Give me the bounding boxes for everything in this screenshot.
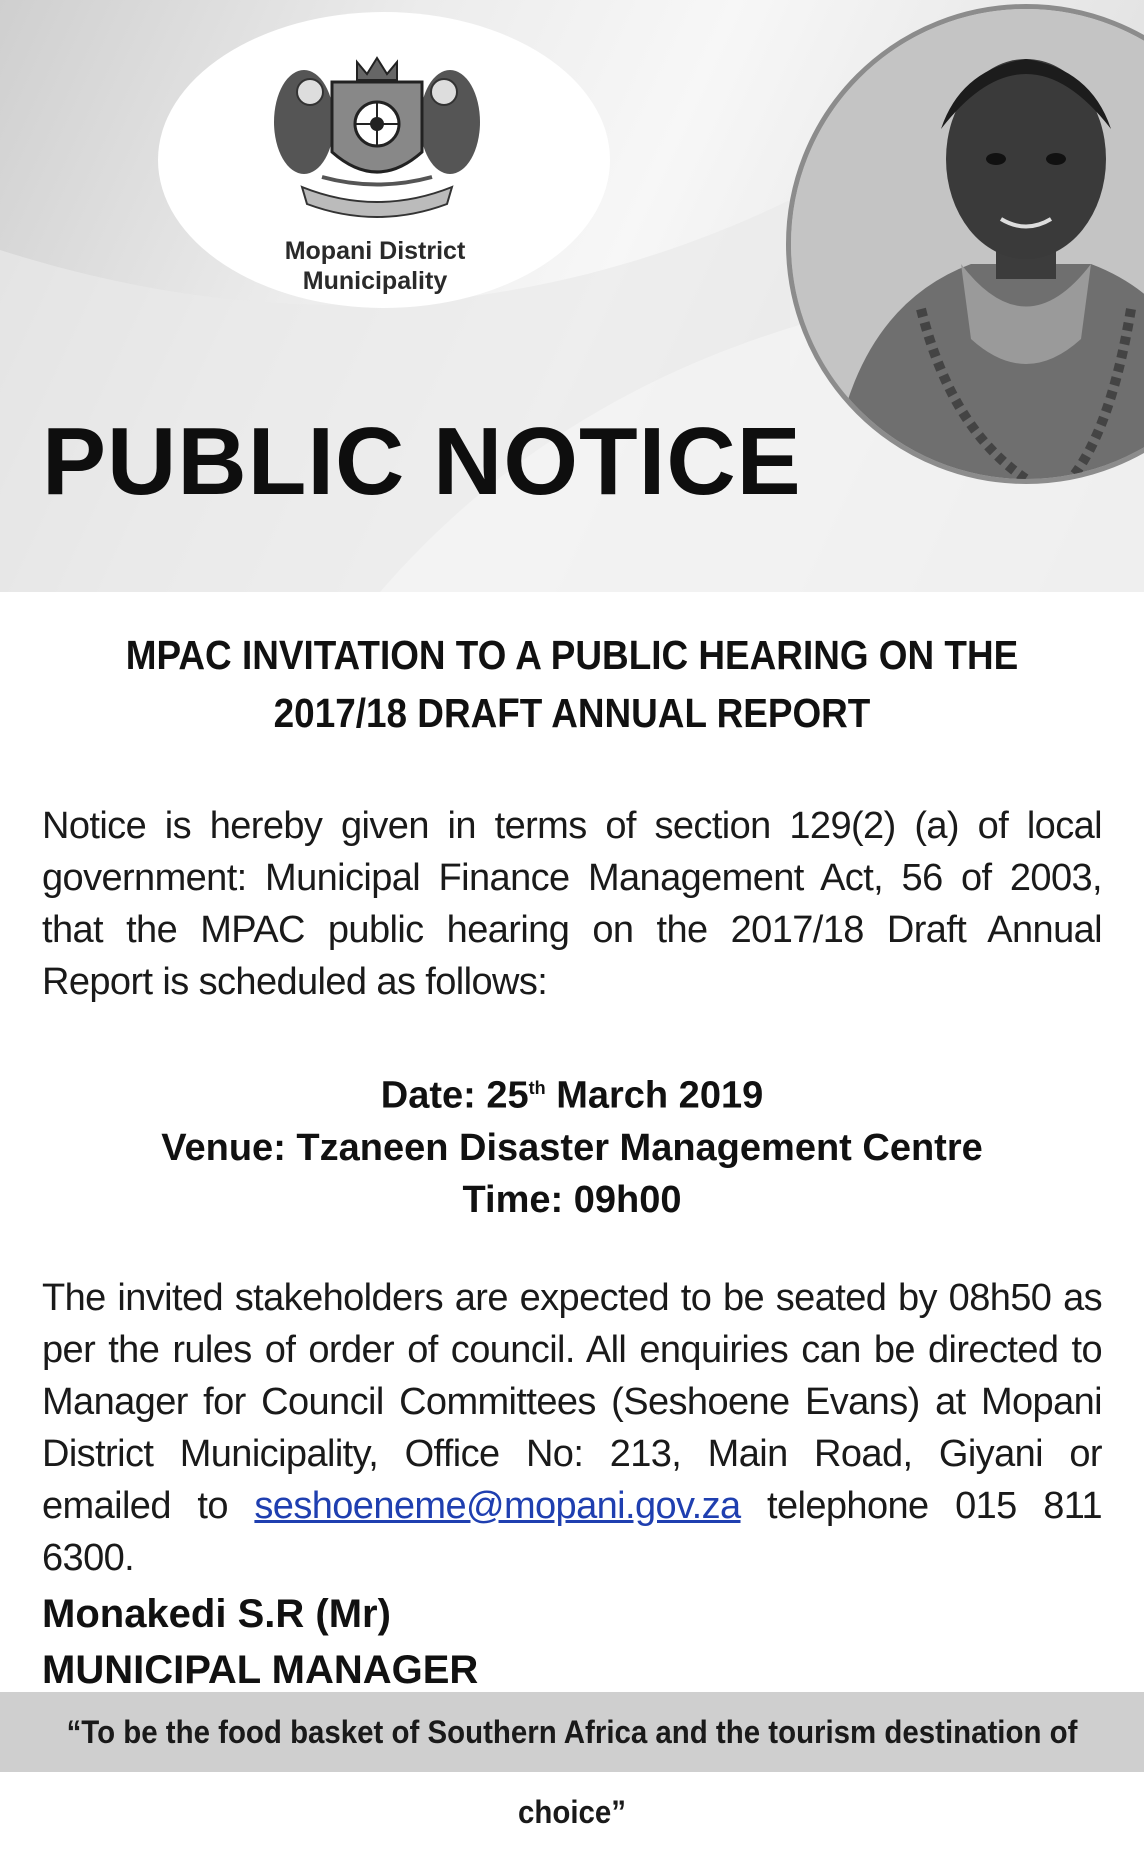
signatory-block	[42, 1586, 478, 1698]
date-month-year: March 2019	[556, 1074, 764, 1117]
motto-text: “To be the food basket of Southern Africa and the tourism destination of choice”	[66, 1714, 1078, 1830]
signatory-role: MUNICIPAL MANAGER	[42, 1648, 479, 1692]
telephone-text: telephone 015 811 6300.	[42, 1485, 1102, 1579]
signatory-name: Monakedi S.R (Mr)	[42, 1592, 391, 1636]
header-banner	[0, 0, 1144, 592]
notice-subject	[93, 626, 1051, 742]
venue-label: Venue:	[161, 1126, 286, 1169]
date-day: 25	[486, 1074, 529, 1117]
date-suffix: th	[528, 1078, 546, 1098]
notice-outro	[42, 1272, 1102, 1584]
time-value: 09h00	[573, 1178, 682, 1221]
portrait-photo-icon	[791, 9, 1144, 479]
notice-subject-line2: 2017/18 DRAFT ANNUAL REPORT	[273, 690, 871, 736]
organization-name-line2: Municipality	[302, 267, 448, 295]
municipal-crest-icon	[262, 52, 492, 222]
motto-band	[0, 1692, 1144, 1830]
organization-name-line1: Mopani District	[284, 237, 466, 265]
organization-name	[250, 236, 500, 296]
date-label: Date:	[380, 1074, 476, 1117]
time-label: Time:	[462, 1178, 564, 1221]
email-link[interactable]: seshoeneme@mopani.gov.za	[254, 1485, 741, 1527]
hearing-time	[40, 1174, 1104, 1226]
outro-text: The invited stakeholders are expected to be seated by 08h50 as per the rules of order of council. All enquiries can be directed to Manager for Council Committees (Seshoene Evans) at Mopani District Municipality, Office No: 213, Main Road, Giyani or emailed to	[42, 1277, 1102, 1527]
hearing-venue	[40, 1122, 1104, 1174]
notice-subject-line1: MPAC INVITATION TO A PUBLIC HEARING ON THE	[125, 632, 1019, 678]
notice-intro: Notice is hereby given in terms of section 129(2) (a) of local government: Municipal Finance Management Act, 56 of 2003, that the MPAC public hearing on the 2017/18 Draft Annual Report is scheduled as follows:	[42, 805, 1102, 1003]
hearing-date	[40, 1062, 1104, 1122]
venue-value: Tzaneen Disaster Management Centre	[296, 1126, 983, 1169]
page-title: PUBLIC NOTICE	[42, 408, 802, 515]
official-portrait	[786, 4, 1144, 484]
hearing-details	[40, 1062, 1104, 1226]
